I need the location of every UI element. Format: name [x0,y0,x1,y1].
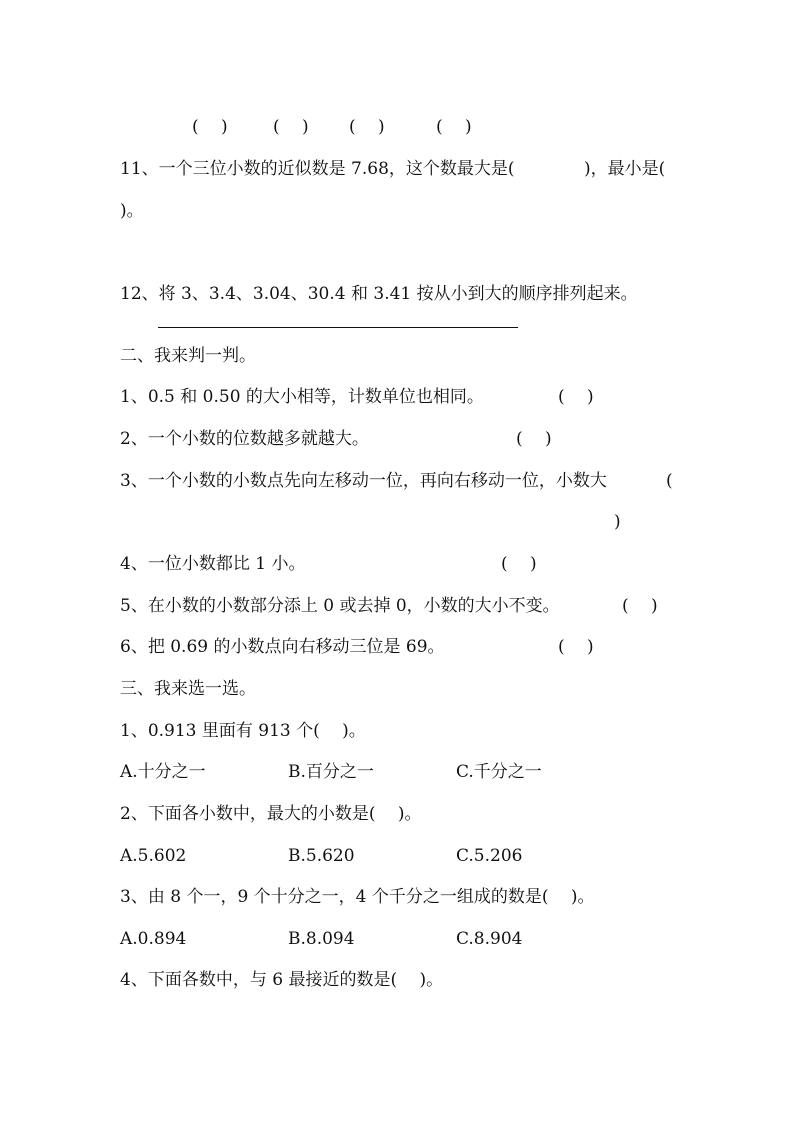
question-11-mid: )，最小是( [584,159,666,179]
judge-item-4: 4、一位小数都比 1 小。 [120,554,306,574]
choice-question-3: 3、由 8 个一，9 个十分之一，4 个千分之一组成的数是( )。 [120,887,595,907]
choice-option-a: A.5.602 [120,846,187,866]
section-3-title: 三、我来选一选。 [120,679,256,699]
choice-option-b: B.8.094 [288,929,355,949]
judge-item-6: 6、把 0.69 的小数点向右移动三位是 69。 [120,637,445,657]
question-11-text: 11、一个三位小数的近似数是 7.68，这个数最大是( [120,159,515,179]
choice-option-b: B.百分之一 [288,762,374,782]
judge-paren-4: ( ) [501,554,537,574]
choice-question-2: 2、下面各小数中，最大的小数是( )。 [120,804,422,824]
answer-paren-1: ( ) [192,117,228,137]
choice-option-c: C.千分之一 [456,762,542,782]
choice-option-a: A.0.894 [120,929,187,949]
answer-paren-2: ( ) [273,117,309,137]
choice-option-a: A.十分之一 [120,762,206,782]
section-2-title: 二、我来判一判。 [120,346,256,366]
answer-paren-4: ( ) [436,117,472,137]
choice-option-b: B.5.620 [288,846,355,866]
judge-item-2: 2、一个小数的位数越多就越大。 [120,429,369,449]
choice-option-c: C.8.904 [456,929,523,949]
judge-paren-1: ( ) [558,387,594,407]
judge-paren-3-close: ) [614,512,621,532]
judge-paren-2: ( ) [516,429,552,449]
question-11-end: )。 [120,201,144,221]
answer-paren-3: ( ) [349,117,385,137]
judge-paren-5: ( ) [622,596,658,616]
judge-item-5: 5、在小数的小数部分添上 0 或去掉 0，小数的大小不变。 [120,596,560,616]
choice-option-c: C.5.206 [456,846,523,866]
choice-question-4: 4、下面各数中，与 6 最接近的数是( )。 [120,970,444,990]
choice-question-1: 1、0.913 里面有 913 个( )。 [120,721,366,741]
question-12-text: 12、将 3、3.4、3.04、30.4 和 3.41 按从小到大的顺序排列起来。 [120,284,638,304]
judge-item-3: 3、一个小数的小数点先向左移动一位，再向右移动一位，小数大 [120,471,607,491]
judge-item-1: 1、0.5 和 0.50 的大小相等，计数单位也相同。 [120,387,484,407]
judge-paren-3-open: ( [666,471,673,491]
answer-line [158,327,518,328]
judge-paren-6: ( ) [558,637,594,657]
